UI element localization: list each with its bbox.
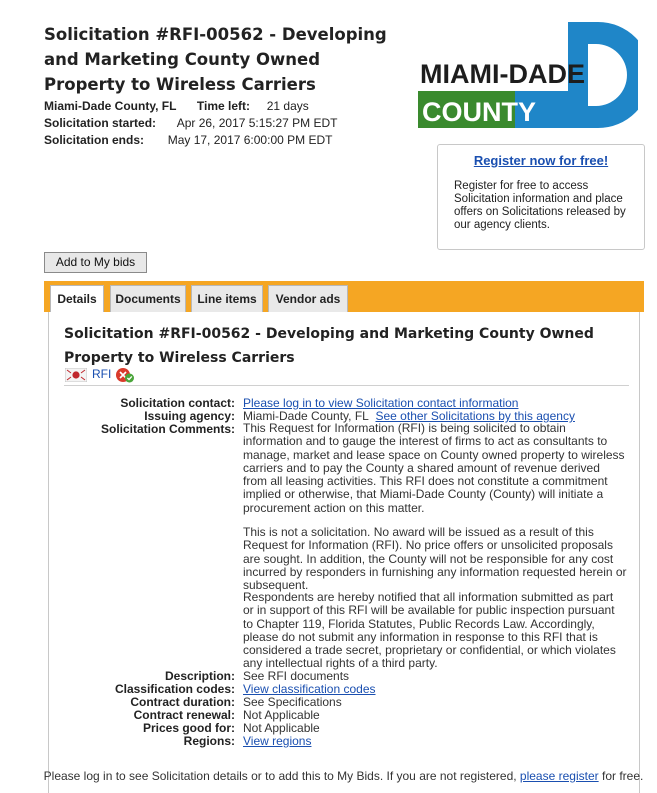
page-title: Solicitation #RFI-00562 - Developing and Marketing County Owned Property to Wireless Carriers <box>44 25 387 94</box>
contact-value <box>243 396 518 410</box>
view-regions-link[interactable]: View regions <box>243 734 312 748</box>
started-row <box>44 116 337 130</box>
regions-value <box>243 734 311 748</box>
started-label: Solicitation started: <box>44 116 157 130</box>
ends-label: Solicitation ends: <box>44 133 145 147</box>
add-to-my-bids-button[interactable]: Add to My bids <box>44 252 147 273</box>
please-register-link[interactable]: please register <box>519 769 599 783</box>
comments-paragraph-3: Respondents are hereby notified that all information submitted as part or in support of this RFI will be available for public inspection pursuant to Chapter 119, Florida Statutes, Public Records Law. Accordingly, please do not submit any information in response to this RFI that is considered a trade secret, proprietary or confidential, or which violates any intellectual rights of a third party. <box>243 590 616 671</box>
register-text: Register for free to access Solicitation information and place offers on Solicitations released by our agency clients. <box>454 180 626 231</box>
tab-documents[interactable]: Documents <box>110 285 186 312</box>
tab-vendor-ads[interactable]: Vendor ads <box>268 285 348 312</box>
classification-value <box>243 682 376 696</box>
started-value: Apr 26, 2017 5:15:27 PM EDT <box>176 116 338 130</box>
contact-login-link[interactable]: Please log in to view Solicitation contact information <box>243 396 519 410</box>
flag-icon <box>65 368 87 382</box>
miami-dade-county-logo <box>418 22 638 128</box>
prices-label: Prices good for: <box>142 721 235 735</box>
contact-label: Solicitation contact: <box>120 396 235 410</box>
rfi-type-icon <box>115 366 135 384</box>
agency-label: Issuing agency: <box>144 409 235 423</box>
register-box <box>437 144 645 250</box>
tab-bar <box>44 281 644 312</box>
duration-value: See Specifications <box>243 695 342 709</box>
login-notice-text-after: for free. <box>601 769 644 783</box>
classification-codes-link[interactable]: View classification codes <box>243 682 376 696</box>
tab-line-items[interactable]: Line items <box>191 285 263 312</box>
description-label: Description: <box>164 669 235 683</box>
other-solicitations-link[interactable]: See other Solicitations by this agency <box>375 409 575 423</box>
ends-row <box>44 133 332 147</box>
comments-paragraph-1: This Request for Information (RFI) is being solicited to obtain information and to gauge the interest of firms to act as consultants to manage, market and lease space on County owned property to wireless carriers and to pay the County a shared amount of revenue derived from all leasing activities. This RFI does not constitute a commitment implied or otherwise, that Miami-Dade County (County) will initiate a procurement action on this matter. <box>243 421 625 515</box>
location-row <box>44 99 309 113</box>
description-value: See RFI documents <box>243 669 350 683</box>
classification-label: Classification codes: <box>114 682 235 696</box>
details-panel <box>48 312 640 793</box>
regions-label: Regions: <box>183 734 235 748</box>
login-notice <box>0 768 657 784</box>
ends-value: May 17, 2017 6:00:00 PM EDT <box>167 133 333 147</box>
time-left-value: 21 days <box>266 99 309 113</box>
login-notice-text: Please log in to see Solicitation details or to add this to My Bids. If you are not registered, <box>43 769 517 783</box>
comments-label: Solicitation Comments: <box>100 422 235 436</box>
tab-details[interactable]: Details <box>50 285 104 313</box>
detail-title: Solicitation #RFI-00562 - Developing and Marketing County Owned Property to Wireless Carriers <box>64 326 594 366</box>
duration-label: Contract duration: <box>130 695 235 709</box>
logo-line1: MIAMI-DADE <box>420 59 585 89</box>
renewal-value: Not Applicable <box>243 708 320 722</box>
prices-value: Not Applicable <box>243 721 320 735</box>
divider <box>64 385 629 386</box>
register-now-link[interactable]: Register now for free! <box>473 153 609 168</box>
renewal-label: Contract renewal: <box>133 708 235 722</box>
time-left-label: Time left: <box>196 99 251 113</box>
comments-paragraph-2: This is not a solicitation. No award will be issued as a result of this Request for Information (RFI). No price offers or unsolicited proposals are sought. In addition, the County will not be responsible for any cost incurred by responders in furnishing any information requested herein or subsequent. <box>243 525 627 593</box>
logo-line2: COUNTY <box>422 97 536 127</box>
rfi-type-label: RFI <box>92 367 112 381</box>
location: Miami-Dade County, FL <box>44 99 177 113</box>
agency-name: Miami-Dade County, FL <box>243 409 369 423</box>
